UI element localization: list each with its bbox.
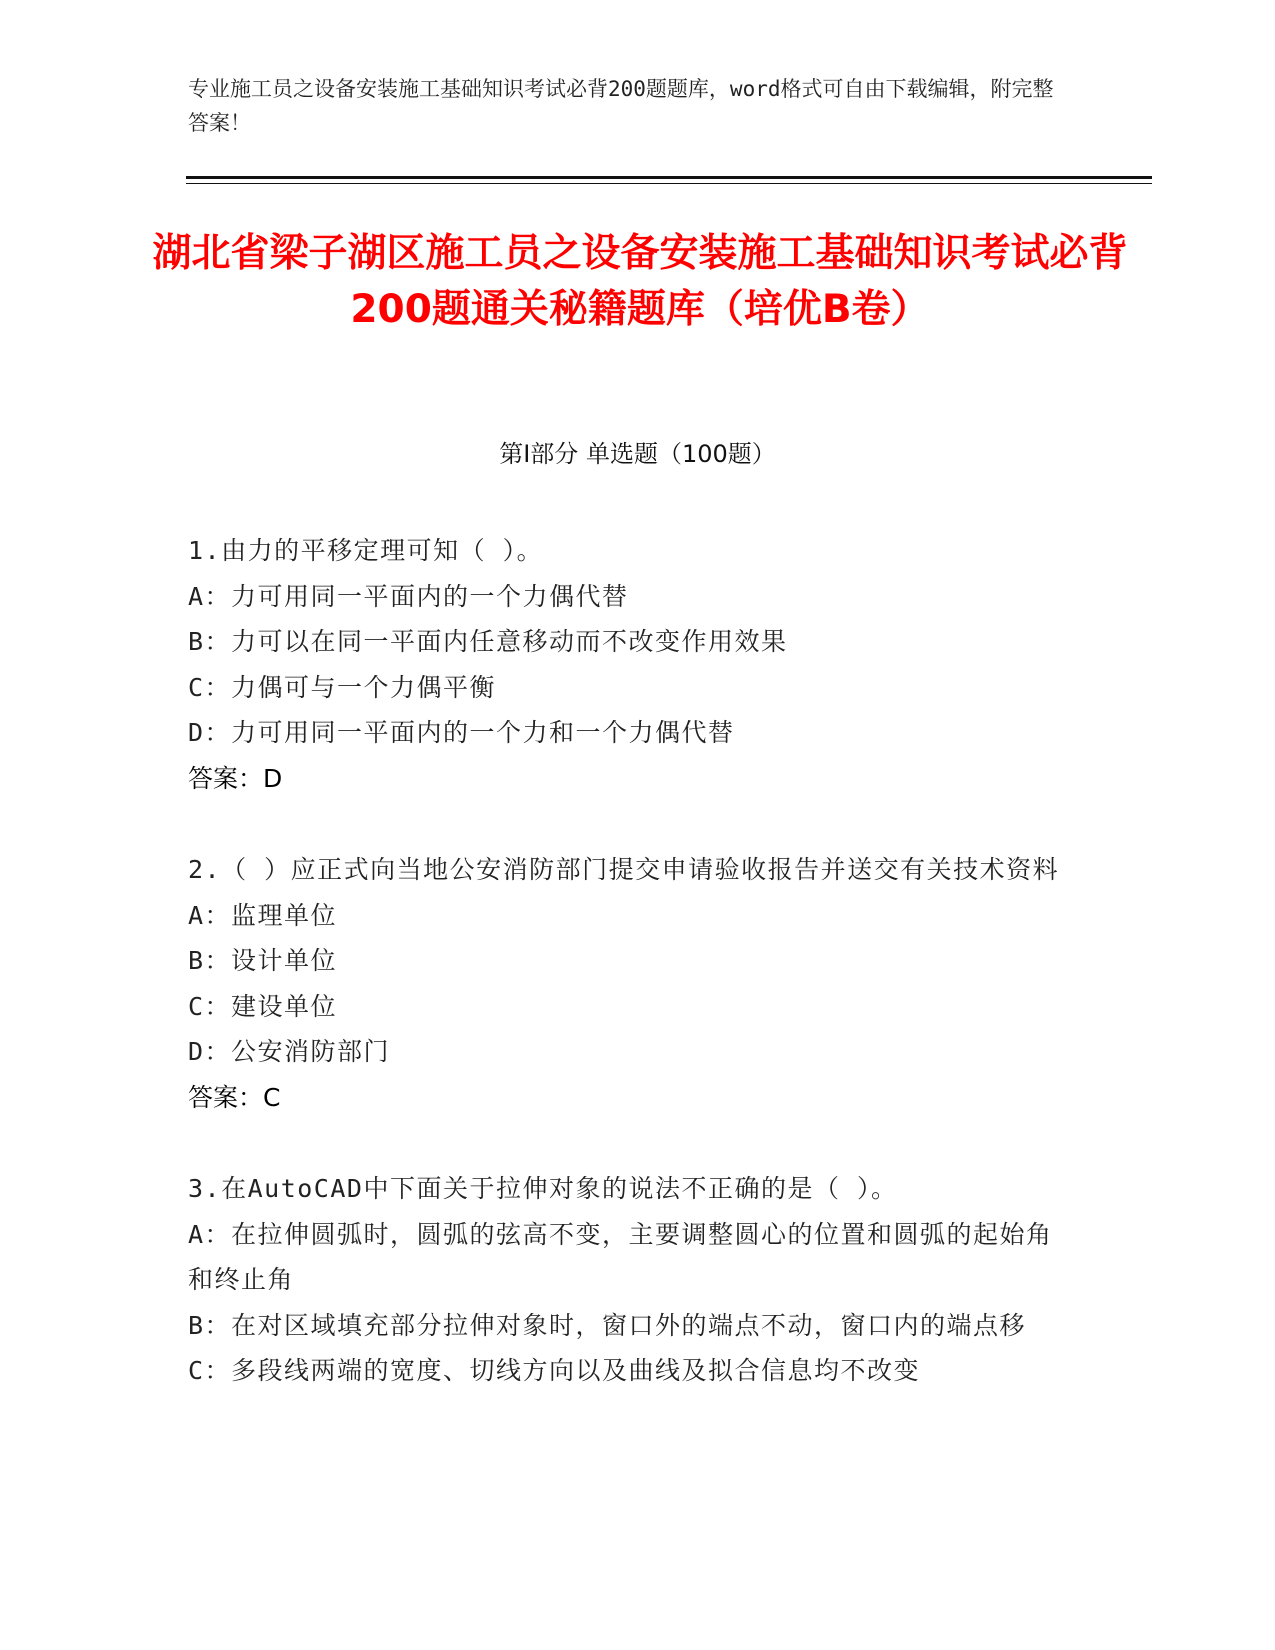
- option-d: D：力可用同一平面内的一个力和一个力偶代替: [188, 718, 735, 747]
- option-c: C：建设单位: [188, 991, 338, 1021]
- question-list: [188, 528, 1068, 1440]
- section-title: 第Ⅰ部分 单选题（100题）: [499, 440, 776, 468]
- question-stem: 3.在AutoCAD中下面关于拉伸对象的说法不正确的是（ ）。: [188, 1174, 898, 1203]
- option-b: B：在对区域填充部分拉伸对象时，窗口外的端点不动，窗口内的端点移: [188, 1310, 1027, 1340]
- answer: 答案：D: [188, 763, 283, 793]
- header-divider-thick: [186, 176, 1152, 179]
- option-b: B：力可以在同一平面内任意移动而不改变作用效果: [188, 627, 788, 656]
- answer: 答案：C: [188, 1082, 281, 1112]
- question-stem: 1.由力的平移定理可知（ ）。: [188, 536, 544, 565]
- document-title: 湖北省梁子湖区施工员之设备安装施工基础知识考试必背200题通关秘籍题库（培优B卷）: [152, 231, 1128, 332]
- option-a: A：监理单位: [188, 900, 338, 930]
- option-c: C：力偶可与一个力偶平衡: [188, 672, 497, 702]
- question-3: [188, 1166, 1068, 1394]
- question-1: [188, 528, 1068, 801]
- option-d: D：公安消防部门: [188, 1037, 391, 1066]
- question-2: [188, 847, 1068, 1120]
- option-b: B：设计单位: [188, 946, 338, 975]
- question-stem: 2.（ ）应正式向当地公安消防部门提交申请验收报告并送交有关技术资料: [188, 855, 1060, 884]
- option-a: A：力可用同一平面内的一个力偶代替: [188, 581, 629, 611]
- option-c: C：多段线两端的宽度、切线方向以及曲线及拟合信息均不改变: [188, 1356, 921, 1385]
- document-header-note: 专业施工员之设备安装施工基础知识考试必背200题题库，word格式可自由下载编辑，附完整答案！: [188, 77, 1054, 135]
- header-divider-thin: [186, 183, 1152, 184]
- option-a: A：在拉伸圆弧时，圆弧的弦高不变，主要调整圆心的位置和圆弧的起始角和终止角: [188, 1219, 1053, 1294]
